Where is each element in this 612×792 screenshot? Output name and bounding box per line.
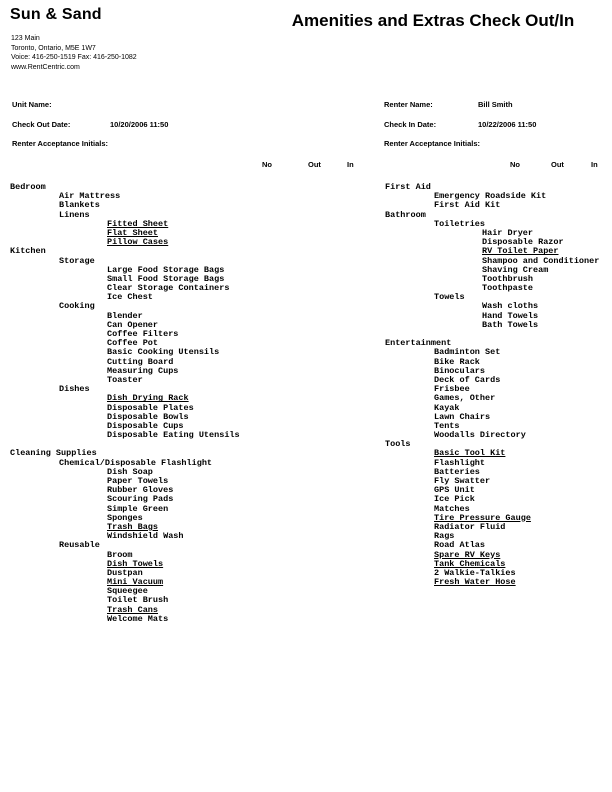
checklist-item: Toothbrush xyxy=(482,273,534,284)
checklist-item: Games, Other xyxy=(434,393,496,404)
check-in-date-label: Check In Date: xyxy=(384,120,437,129)
company-name: Sun & Sand xyxy=(10,6,102,23)
left-no-column-header: No xyxy=(262,160,272,169)
checklist-item: Trash Bags xyxy=(107,521,159,532)
checklist-right-column xyxy=(385,183,612,587)
checklist-item: Disposable Razor xyxy=(482,237,564,248)
checklist-item: Disposable Eating Utensils xyxy=(107,430,240,441)
checklist-item: Disposable Cups xyxy=(107,420,184,431)
checklist-item: Towels xyxy=(434,292,465,303)
checklist-item: Chemical/Disposable Flashlight xyxy=(59,457,213,468)
checklist-item: Trash Cans xyxy=(107,604,159,615)
renter-name-label: Renter Name: xyxy=(384,100,433,109)
checklist-left-column xyxy=(10,183,310,624)
checklist-category: Tools xyxy=(385,439,411,450)
checklist-item: Fitted Sheet xyxy=(107,218,169,229)
checklist-item: Scouring Pads xyxy=(107,494,174,505)
checklist-item: Dish Soap xyxy=(107,466,153,477)
checklist-item: Storage xyxy=(59,255,95,266)
unit-name-label: Unit Name: xyxy=(12,100,52,109)
checklist-item: Coffee Pot xyxy=(107,338,159,349)
checklist-item: Blender xyxy=(107,310,143,321)
checklist-item: Large Food Storage Bags xyxy=(107,264,225,275)
checklist-item: Deck of Cards xyxy=(434,374,501,385)
checklist-item: Basic Cooking Utensils xyxy=(107,347,220,358)
checklist-item: Bath Towels xyxy=(482,319,539,330)
checklist-item: Tire Pressure Gauge xyxy=(434,512,531,523)
checklist-item: Road Atlas xyxy=(434,540,486,551)
checklist-item: Coffee Filters xyxy=(107,329,179,339)
checklist-item: GPS Unit xyxy=(434,485,475,496)
checklist-item: Badminton Set xyxy=(434,347,501,358)
checklist-item: Dish Drying Rack xyxy=(107,393,189,404)
check-out-date-label: Check Out Date: xyxy=(12,120,71,129)
left-out-column-header: Out xyxy=(308,160,321,169)
checklist-item: Pillow Cases xyxy=(107,237,169,248)
address-line: 123 Main xyxy=(11,35,40,42)
checklist-item: Hand Towels xyxy=(482,310,539,321)
checklist-item: Hair Dryer xyxy=(482,227,534,238)
checklist-item: Bike Rack xyxy=(434,356,480,367)
checklist-item: Tents xyxy=(434,420,460,431)
checklist-item: Rags xyxy=(434,531,455,542)
checklist-category: Kitchen xyxy=(10,246,46,257)
checklist-item: Broom xyxy=(107,549,133,560)
checklist-item: Tank Chemicals xyxy=(434,558,506,569)
checklist-item: Blankets xyxy=(59,200,100,211)
checklist-item: Binoculars xyxy=(434,365,486,376)
checkin-renter-initials-label: Renter Acceptance Initials: xyxy=(384,139,481,148)
checklist-item: Wash cloths xyxy=(482,301,539,312)
checklist-item: Simple Green xyxy=(107,503,169,514)
company-website: www.RentCentric.com xyxy=(11,64,80,72)
checklist-item: Emergency Roadside Kit xyxy=(434,191,547,202)
checklist-category: Bathroom xyxy=(385,209,426,220)
checklist-item: Air Mattress xyxy=(59,191,121,202)
checklist-item: Shaving Cream xyxy=(482,264,549,275)
checklist-category: Cleaning Supplies xyxy=(10,448,97,459)
checklist-item: Sponges xyxy=(107,512,143,523)
checklist-item: Kayak xyxy=(434,402,460,413)
checklist-item: Spare RV Keys xyxy=(434,549,501,560)
checklist-category: Bedroom xyxy=(10,182,46,192)
checklist-item: Disposable Plates xyxy=(107,402,194,413)
checklist-category: Entertainment xyxy=(385,338,452,349)
company-address xyxy=(11,34,137,73)
checklist-item: RV Toilet Paper xyxy=(482,246,559,257)
check-in-date-value: 10/22/2006 11:50 xyxy=(478,120,537,129)
checkout-renter-initials-label: Renter Acceptance Initials: xyxy=(12,139,109,148)
checklist-item: Frisbee xyxy=(434,384,470,395)
renter-name-value: Bill Smith xyxy=(478,100,513,109)
checklist-item: Dustpan xyxy=(107,567,143,578)
checklist-item: Can Opener xyxy=(107,319,159,330)
right-in-column-header: In xyxy=(591,160,598,169)
check-out-date-value: 10/20/2006 11:50 xyxy=(110,120,169,129)
checklist-item: Ice Chest xyxy=(107,292,153,303)
checklist-item: Shampoo and Conditioner xyxy=(482,255,600,266)
checklist-item: Dishes xyxy=(59,384,90,395)
page-title: Amenities and Extras Check Out/In xyxy=(291,11,575,30)
checklist-item: Windshield Wash xyxy=(107,531,184,542)
checklist-item: First Aid Kit xyxy=(434,200,501,211)
checklist-item: Dish Towels xyxy=(107,558,164,569)
checklist-item: Welcome Mats xyxy=(107,613,169,624)
checklist-item: Toiletries xyxy=(434,218,486,229)
checklist-item: Basic Tool Kit xyxy=(434,448,506,459)
checklist-item: Flat Sheet xyxy=(107,227,159,238)
checklist-item: Toaster xyxy=(107,374,143,385)
checklist-item: Radiator Fluid xyxy=(434,521,506,532)
checklist-item: Matches xyxy=(434,503,470,514)
checklist-item: Disposable Bowls xyxy=(107,411,189,422)
checklist-item: Fresh Water Hose xyxy=(434,577,516,588)
checklist-item: Clear Storage Containers xyxy=(107,283,230,294)
checklist-item: Measuring Cups xyxy=(107,365,179,376)
checklist-item: Toothpaste xyxy=(482,283,534,294)
checklist-item: Batteries xyxy=(434,466,480,477)
checklist-item: Paper Towels xyxy=(107,476,169,486)
checklist-item: Woodalls Directory xyxy=(434,430,526,441)
checklist-item: Cooking xyxy=(59,301,95,312)
right-out-column-header: Out xyxy=(551,160,564,169)
checklist-item: Mini Vacuum xyxy=(107,577,164,588)
checklist-item: 2 Walkie-Talkies xyxy=(434,567,516,578)
address-line: Voice: 416-250-1519 Fax: 416-250-1082 xyxy=(11,54,137,62)
address-line: Toronto, Ontario, M5E 1W7 xyxy=(11,44,96,52)
checklist-item: Cutting Board xyxy=(107,356,174,367)
checklist-item: Squeegee xyxy=(107,586,148,597)
checklist-item: Ice Pick xyxy=(434,494,475,505)
checklist-item: Fly Swatter xyxy=(434,476,491,486)
checklist-item: Small Food Storage Bags xyxy=(107,273,225,284)
checklist-category: First Aid xyxy=(385,182,431,192)
checklist-item: Linens xyxy=(59,209,90,220)
left-in-column-header: In xyxy=(347,160,354,169)
checklist-item: Reusable xyxy=(59,540,100,551)
checklist-item: Toilet Brush xyxy=(107,595,169,606)
checklist-item: Lawn Chairs xyxy=(434,411,491,422)
checklist-item: Rubber Gloves xyxy=(107,485,174,496)
right-no-column-header: No xyxy=(510,160,520,169)
checklist-item: Flashlight xyxy=(434,457,486,468)
